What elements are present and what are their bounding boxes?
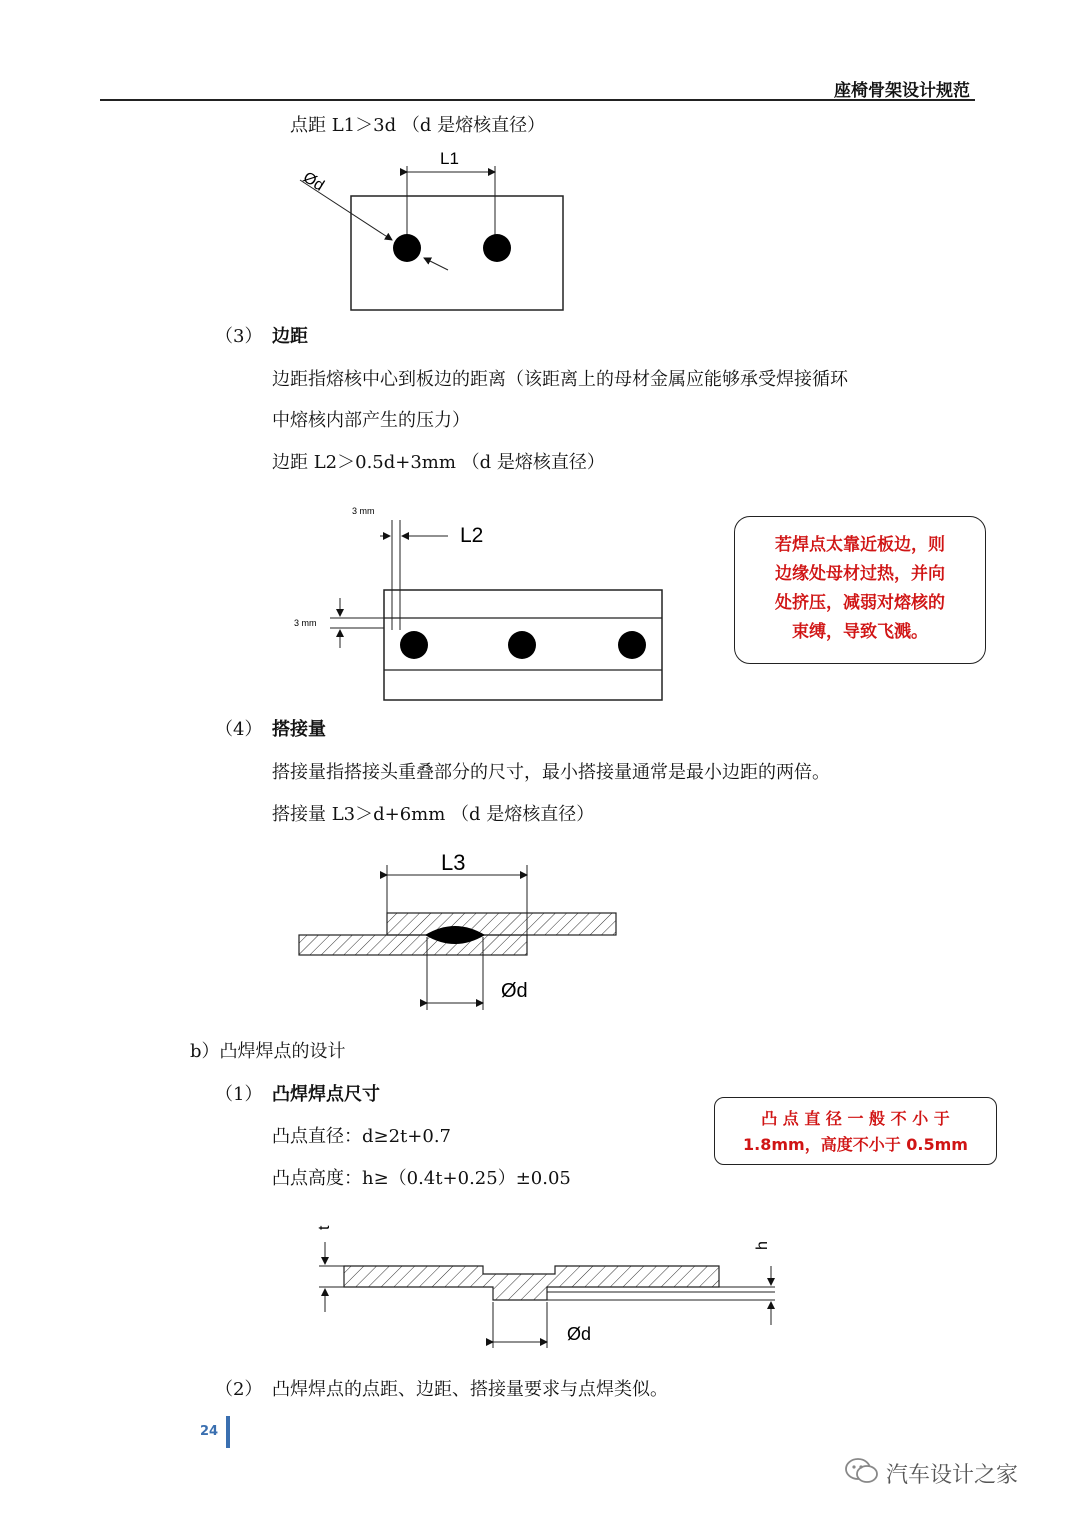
section4-number: （4）: [215, 719, 263, 740]
section3-number: （3）: [215, 326, 263, 347]
projection-sheet: [344, 1266, 719, 1300]
plate-outline: [351, 196, 563, 310]
section3-title: 边距: [272, 326, 308, 347]
note-line: 边缘处母材过热，并向: [775, 564, 945, 584]
section3-desc-line2: 中熔核内部产生的压力）: [272, 410, 470, 431]
label-l1: L1: [440, 149, 459, 168]
projection-weld-diagram: [305, 1210, 785, 1350]
projection-height: 凸点高度：h≥（0.4t+0.25）±0.05: [272, 1168, 571, 1189]
edge-distance-note: [734, 516, 986, 664]
note-line: 1.8mm，高度不小于 0.5mm: [743, 1135, 968, 1154]
note-line: 束缚，导致飞溅。: [792, 622, 928, 642]
projection-note: [714, 1097, 997, 1165]
l1-formula: 点距 L1＞3d （d 是熔核直径）: [290, 115, 546, 136]
label-h: h: [754, 1241, 771, 1250]
header-title: 座椅骨架设计规范: [834, 81, 970, 101]
note-line: 处挤压，减弱对熔核的: [775, 593, 945, 613]
label-3mm-side: 3 mm: [294, 618, 317, 628]
header-divider: [100, 99, 975, 101]
section-b-title: b）凸焊焊点的设计: [190, 1041, 346, 1062]
weld-nugget: [393, 234, 421, 262]
weld-nugget: [618, 631, 646, 659]
wechat-icon: [844, 1456, 880, 1486]
section-b1-title: 凸焊焊点尺寸: [272, 1084, 380, 1105]
section3-desc-line1: 边距指熔核中心到板边的距离（该距离上的母材金属应能够承受焊接循环: [272, 369, 848, 390]
label-diameter: Ød: [567, 1324, 592, 1344]
spot-pitch-diagram: [290, 140, 580, 320]
l2-formula: 边距 L2＞0.5d+3mm （d 是熔核直径）: [272, 452, 605, 473]
note-line: 若焊点太靠近板边，则: [775, 535, 945, 555]
label-diameter: Ød: [299, 168, 327, 195]
section4-title: 搭接量: [272, 719, 326, 740]
section4-desc: 搭接量指搭接头重叠部分的尺寸，最小搭接量通常是最小边距的两倍。: [272, 762, 830, 783]
weld-nugget: [400, 631, 428, 659]
page-number: 24: [200, 1424, 219, 1439]
label-3mm-top: 3 mm: [352, 506, 375, 516]
label-l2: L2: [460, 524, 484, 547]
section-b2-text: 凸焊焊点的点距、边距、搭接量要求与点焊类似。: [272, 1379, 668, 1400]
projection-diameter: 凸点直径：d≥2t+0.7: [272, 1126, 451, 1147]
upper-sheet: [387, 913, 616, 935]
label-diameter: Ød: [501, 980, 528, 1002]
lower-sheet: [299, 935, 527, 955]
weld-nugget: [508, 631, 536, 659]
section-b2-number: （2）: [215, 1379, 263, 1400]
watermark-text: 汽车设计之家: [886, 1463, 1019, 1488]
note-line: 凸 点 直 径 一 般 不 小 于: [761, 1109, 950, 1128]
section-b1-number: （1）: [215, 1084, 263, 1105]
lap-joint-diagram: [295, 845, 625, 1015]
l3-formula: 搭接量 L3＞d+6mm （d 是熔核直径）: [272, 804, 595, 825]
label-l3: L3: [441, 850, 466, 875]
label-t: t: [316, 1225, 333, 1230]
page-number-bar: [226, 1416, 230, 1448]
edge-distance-diagram: [290, 500, 670, 710]
weld-nugget: [483, 234, 511, 262]
